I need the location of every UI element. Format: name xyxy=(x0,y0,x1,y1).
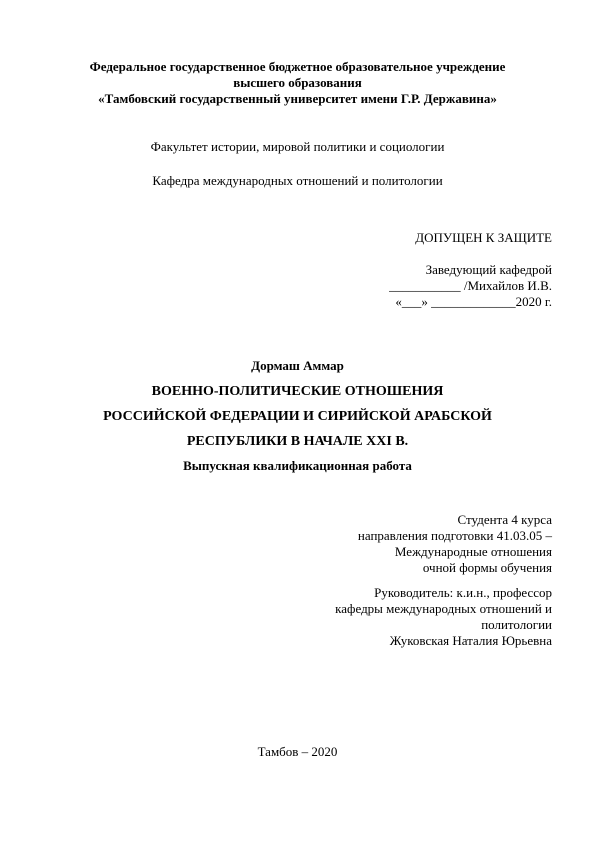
author-name: Дормаш Аммар xyxy=(251,358,344,373)
faculty-name: Факультет истории, мировой политики и социологии xyxy=(150,139,445,154)
approval-date-line: «___» _____________2020 г. xyxy=(395,294,552,309)
thesis-title-line-1: ВОЕННО-ПОЛИТИЧЕСКИЕ ОТНОШЕНИЯ xyxy=(151,384,444,399)
student-line-2: направления подготовки 41.03.05 – xyxy=(357,528,552,543)
supervisor-line-3: политологии xyxy=(481,617,552,632)
student-line-3: Международные отношения xyxy=(394,544,552,559)
work-type: Выпускная квалификационная работа xyxy=(183,458,412,473)
department-name: Кафедра международных отношений и политологии xyxy=(152,173,443,188)
approval-heading: ДОПУЩЕН К ЗАЩИТЕ xyxy=(415,230,552,245)
thesis-title-line-3: РЕСПУБЛИКИ В НАЧАЛЕ XXI В. xyxy=(186,434,409,449)
supervisor-line-1: Руководитель: к.и.н., профессор xyxy=(374,585,552,600)
supervisor-line-4: Жуковская Наталия Юрьевна xyxy=(389,633,552,648)
student-line-1: Студента 4 курса xyxy=(457,512,552,527)
approval-position: Заведующий кафедрой xyxy=(425,262,552,277)
thesis-title-line-2: РОССИЙСКОЙ ФЕДЕРАЦИИ И СИРИЙСКОЙ АРАБСКОЙ xyxy=(103,409,492,424)
institution-line-2: высшего образования xyxy=(233,75,362,90)
city-year: Тамбов – 2020 xyxy=(257,744,338,759)
approval-signature-line: ___________ /Михайлов И.В. xyxy=(389,278,552,293)
student-line-4: очной формы обучения xyxy=(422,560,552,575)
institution-line-3: «Тамбовский государственный университет имени Г.Р. Державина» xyxy=(98,91,497,106)
institution-line-1: Федеральное государственное бюджетное образовательное учреждение xyxy=(89,59,506,74)
supervisor-line-2: кафедры международных отношений и xyxy=(335,601,552,616)
